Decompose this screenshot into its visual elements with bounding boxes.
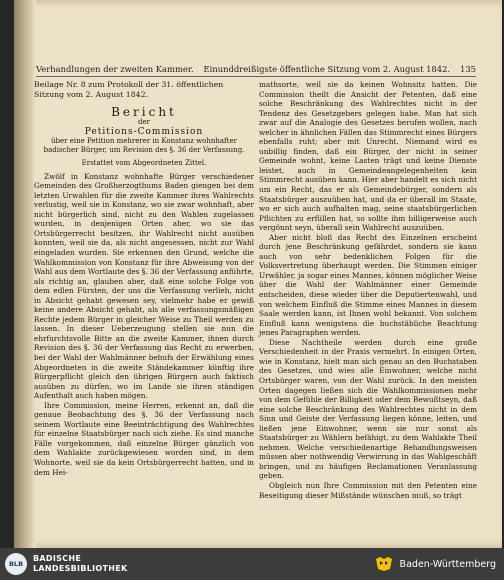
viewer-footer — [0, 548, 504, 580]
right-column — [259, 80, 477, 500]
left-column — [34, 80, 254, 477]
paragraph: Diese Nachtheile werden durch eine große Verschiedenheit in der Praxis vermehrt. In einigen Orten, wie in Konstanz, hielt man sich genau an den Buchstaben des Gesetzes, und wies alle Einwohner, welche nicht Ortsbürger waren, von der Wahl zurück. In den meisten Orten dagegen ließen sich die Wahlkommissionen mehr von dem Gefühle der Billigkeit oder dem Bewußtseyn, daß eine solche Beschränkung des Wahlrechtes nicht in dem Sinn und Geiste der Verfassung liegen könne, leiten, und ließen jene Einwohner, wenn sie nur sonst als Staatsbürger zu Wählern befähigt, zu dem Wahlakte Theil nehmen. Welche verschiedenartige Behandlungsweisen müssen aber nothwendig Verwirrung in das Wahlgeschäft bringen, und zu häufigen Reclamationen Veranlassung geben. — [259, 337, 477, 481]
state-name: Baden-Württemberg — [399, 558, 496, 570]
book-spine-shadow — [14, 0, 36, 548]
header-left: Verhandlungen der zweiten Kammer. — [36, 64, 194, 74]
paragraph: Aber nicht bloß das Recht des Einzelnen erscheint durch jene Beschränkung gefährdet, sondern sie kann auch von sehr bedenklichen Folgen für die Volksvertretung überhaupt werden. Die Stimmen einiger Urwähler, ja sogar eines Mannes, können möglicher Weise über die Wahl der Wahlmänner einer Gemeinde entscheiden, diese wieder über die Deputiertenwahl, und von welchem Einfluß die Stimme eines Mannes in diesem Saale werden kann, ist Ihnen wohl bekannt. Von solchem Einfluß kann wenigstens die buchstäbliche Beachtung jenes Paragraphen werden. — [259, 232, 477, 338]
library-name-line2: LANDESBIBLIOTHEK — [33, 564, 128, 573]
library-name-line1: BADISCHE — [33, 554, 82, 563]
paragraph: Obgleich nun Ihre Commission mit den Petenten eine Beseitigung dieser Mißstände wünschen muß, so trägt — [259, 480, 477, 500]
report-author: Erstattet vom Abgeordneten Zittel. — [81, 159, 207, 168]
library-name[interactable] — [33, 554, 128, 574]
state-brand[interactable] — [374, 556, 496, 572]
beilage-heading: Beilage Nr. 8 zum Protokoll der 31. öffentlichen Sitzung vom 2. August 1842. — [34, 80, 224, 100]
paragraph: Zwölf in Konstanz wohnhafte Bürger verschiedener Gemeinden des Großherzogthums Baden giengen bei dem letzten Urwahlen für die zweite Kammer ihres Wahlrechts verlustig, weil sie in Konstanz, wo sie zwar wohnhaft, aber nicht bürgerlich sind, nicht zu den Wahlen zugelassen wurden, in denjenigen Orten aber, wo sie das Ortsbürgerrecht besitzen, ihr Wahlrecht nicht ausüben konnten, weil sie da, als nicht angesessen, nicht zur Wahl eingeladen wurden. Sie erkennen den Grund, welche die Wahlkommission von Konstanz für ihre Abweisung von der Wahl aus dem Wortlaute des §. 36 der Verfassung anführte, als richtig an, glauben aber, daß eine solche Folge von dem edlen Fürsten, der uns die Verfassung verlieh, nicht in Absicht gehabt gewesen sey, vielmehr habe er gewiß keine andere Absicht gehabt, als alle verfassungsmäßigen Rechte jedem Bürger in gleicher Weise zu Theil werden zu lassen. In dieser Ueberzeugung stellen sie nun die ehrfurchtsvolle Bitte an die zweite Kammer, ihnen durch Revision des §. 36 der Verfassung das Recht zu erwerben, bei der Wahl der Wahlmänner behufs der Erwählung eines Abgeordneten in die zweite Ständekammer künftig ihre Bürgerpflicht gleich den übrigen Bürgern auch faktisch ausüben zu dürfen, wo im Lande sie ihren ständigen Aufenthalt auch haben mögen. — [34, 171, 254, 401]
report-title: Bericht — [111, 105, 177, 120]
blb-logo-icon[interactable]: BLB — [5, 553, 27, 575]
state-crest-icon — [374, 556, 394, 572]
header-center: Einunddreißigste öffentliche Sitzung vom 2. August 1842. — [203, 64, 451, 74]
report-subject: über eine Petition mehrerer in Konstanz wohnhafter badischer Bürger, um Revision des §. 36 der Verfassung. — [43, 137, 245, 155]
page-number: 135 — [459, 64, 476, 74]
paragraph: mathsorte, weil sie da keinen Wohnsitz hatten. Die Commission theilt die Ansicht der Petenten, daß eine solche Beschränkung des Wahlrechtes nicht in der Tendenz des Gesetzgebers gelegen habe. Man hat sich zwar auf die Analogie des Gesetzes berufen wollen, nach welcher in ähnlichen Fällen das Stimmrecht eines Bürgers ebenfalls ruht; aber mit Unrecht. Niemand wird es unbillig finden, daß ein Bürger, der nicht in seiner Gemeinde wohnt, keine Lasten trägt und keine Dienste leistet, auch in Gemeindeangelegenheiten kein Stimmrecht ausüben kann. Hier aber handelt es sich nicht um ein Recht, das er als Gemeindebürger, sondern als Staatsbürger auszuüben hat, und da er überall im Staate, wo er sich auch aufhalten mag, seine staatsbürgerlichen Pflichten zu erfüllen hat, so sollte ihm billigerweise auch vergönnt seyn, überall sein Wahlrecht auszuüben. — [259, 80, 477, 233]
running-header — [36, 64, 476, 77]
report-title-der: der — [138, 117, 150, 126]
paragraph: Ihre Commission, meine Herren, erkennt an, daß die genaue Beobachtung des §. 36 der Verfassung nach seinem Wortlaute eine Beeinträchtigung des Wahlrechtes für einzelne Staatsbürger nach sich ziehe. Es sind manche Fälle vorgekommen, daß einzelne Bürger gänzlich von dem Wahlakte zurückgewiesen worden sind, in dem Wohnorte, weil sie da kein Ortsbürgerrecht hatten, und in dem Hei- — [34, 400, 254, 477]
commission-name: Petitions-Commission — [84, 126, 204, 137]
